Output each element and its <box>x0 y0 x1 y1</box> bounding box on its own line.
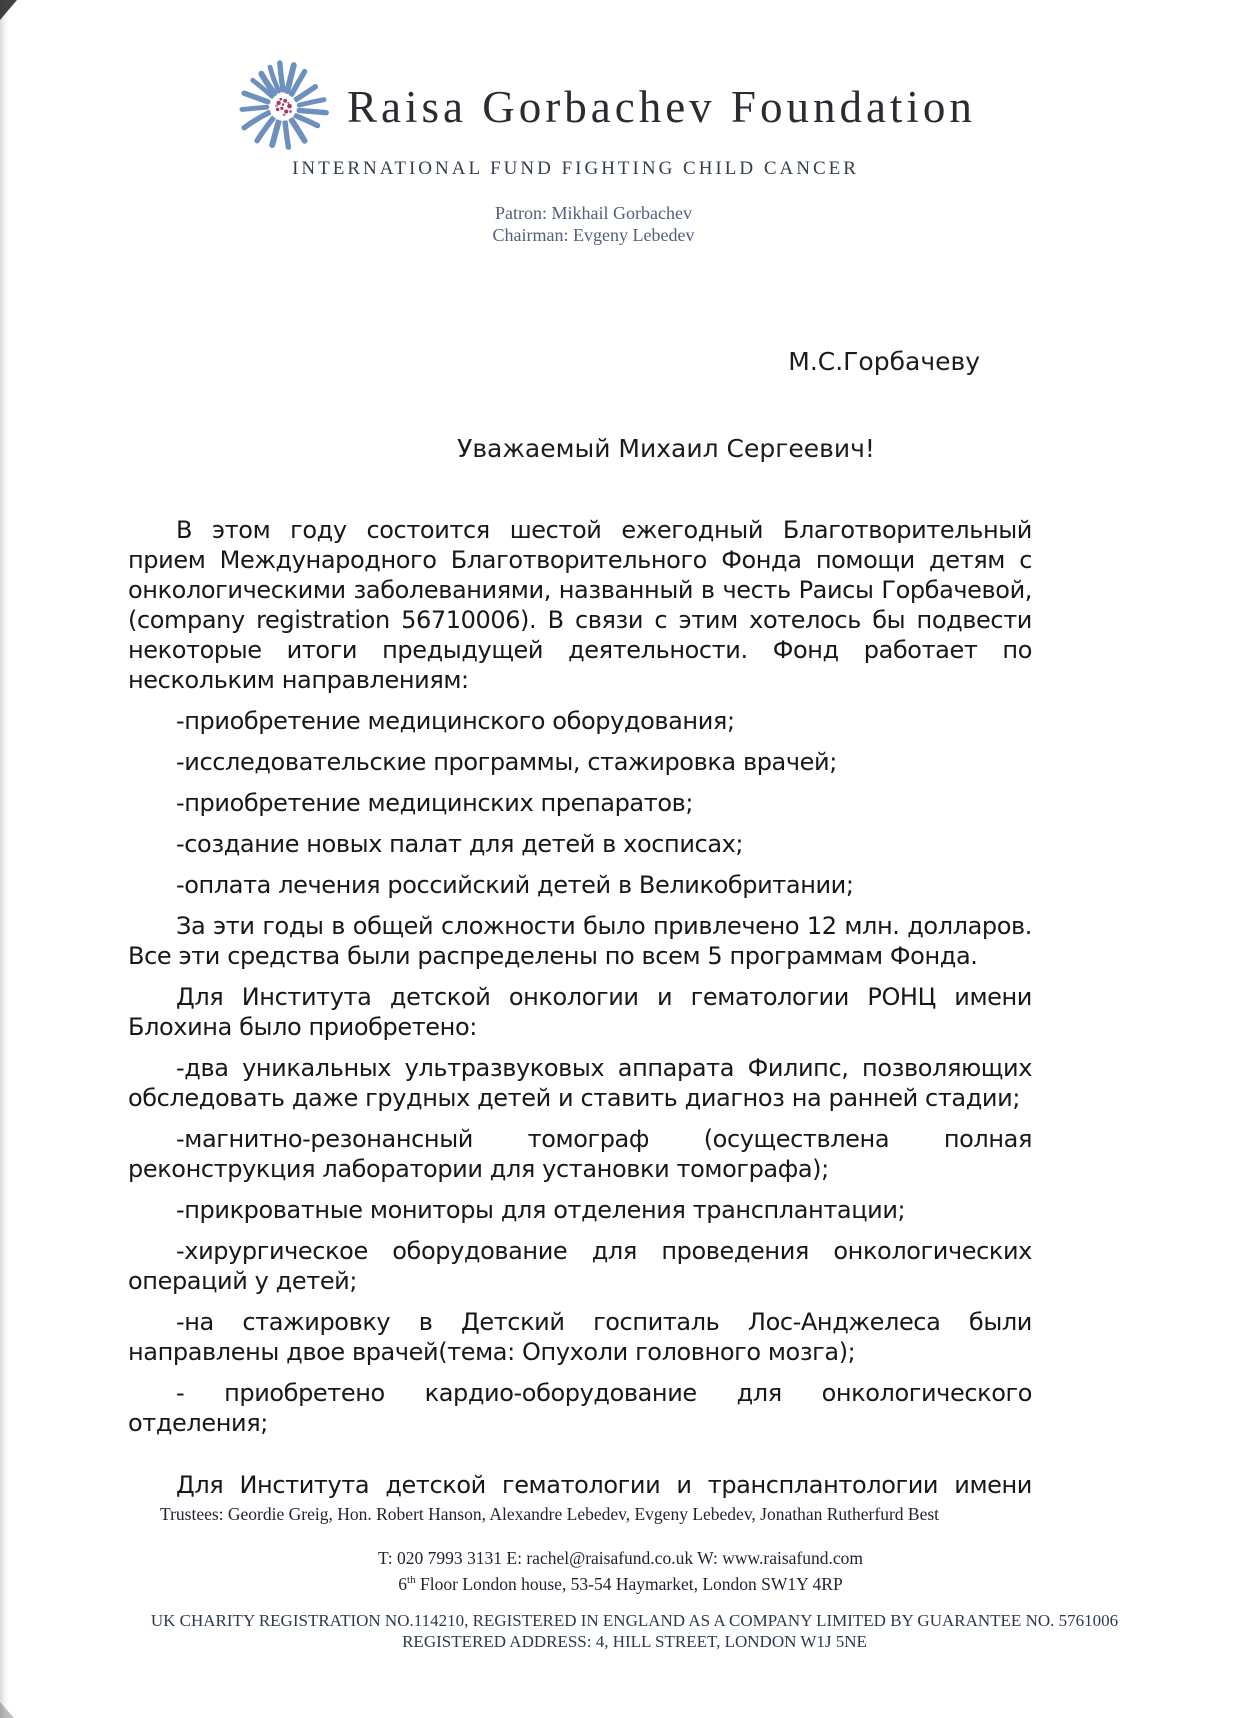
registration-line-2: REGISTERED ADDRESS: 4, HILL STREET, LONDON W1J 5NE <box>402 1632 867 1651</box>
bullet-item: -оплата лечения российский детей в Великобритании; <box>176 871 854 899</box>
scan-corner-artifact-top <box>0 0 17 20</box>
letterhead <box>0 56 1241 246</box>
contact-block <box>0 1547 1241 1595</box>
bullet-item: -приобретение медицинского оборудования; <box>176 707 735 735</box>
brand-row <box>0 56 1223 158</box>
address-number: 6 <box>398 1573 408 1594</box>
org-tagline: INTERNATIONAL FUND FIGHTING CHILD CANCER <box>292 158 859 179</box>
closing-paragraph: Для Института детской гематологии и трансплантологии имени <box>176 1471 1032 1499</box>
contact-line: T: 020 7993 3131 E: rachel@raisafund.co.uk W: www.raisafund.com <box>377 1548 864 1568</box>
registration-block <box>14 1610 1241 1652</box>
bullet-item: -хирургическое оборудование для проведения онкологических операций у детей; <box>128 1237 1032 1295</box>
bullet-item: -на стажировку в Детский госпиталь Лос-Анджелеса были направлены двое врачей(тема: Опухоли головного мозга); <box>128 1308 1032 1366</box>
bullet-item: -два уникальных ультразвуковых аппарата Филипс, позволяющих обследовать даже грудных детей и ставить диагноз на ранней стадии; <box>128 1054 1032 1112</box>
paragraph: В этом году состоится шестой ежегодный Благотворительный прием Международного Благотворительного Фонда помощи детям с онкологическими заболеваниями, названный в честь Раисы Горбачевой, (company registration 56710006). В связи с этим хотелось бы подвести некоторые итоги предыдущей деятельности. Фонд работает по нескольким направлениям: <box>128 516 1032 694</box>
chairman-line: Chairman: Evgeny Lebedev <box>492 225 695 245</box>
bullet-item: -создание новых палат для детей в хосписах; <box>176 830 744 858</box>
bullet-item: -исследовательские программы, стажировка врачей; <box>176 748 837 776</box>
address-rest: Floor London house, 53-54 Haymarket, London SW1Y 4RP <box>415 1573 843 1594</box>
letter-body <box>128 347 1032 1449</box>
paragraph: За эти годы в общей сложности было привлечено 12 млн. долларов. Все эти средства были распределены по всем 5 программам Фонда. <box>128 912 1032 970</box>
addressee: М.С.Горбачеву <box>788 347 980 376</box>
letter-paragraphs <box>128 515 1032 1438</box>
patron-line: Patron: Mikhail Gorbachev <box>495 203 692 223</box>
flower-logo-icon <box>229 50 337 158</box>
scan-corner-artifact-bottom <box>0 1702 14 1718</box>
org-name: Raisa Gorbachev Foundation <box>347 82 976 132</box>
trustees-line: Trustees: Geordie Greig, Hon. Robert Hanson, Alexandre Lebedev, Evgeny Lebedev, Jonathan Rutherfurd Best <box>160 1504 940 1524</box>
bullet-item: -приобретение медицинских препаратов; <box>176 789 694 817</box>
bullet-item: - приобретено кардио-оборудование для онкологического отделения; <box>128 1379 1032 1437</box>
salutation: Уважаемый Михаил Сергеевич! <box>457 434 875 463</box>
scan-edge-artifact <box>0 0 9 1718</box>
officers-block <box>0 202 1214 246</box>
registration-line-1: UK CHARITY REGISTRATION NO.114210, REGISTERED IN ENGLAND AS A COMPANY LIMITED BY GUARANTEE NO. 5761006 <box>150 1611 1119 1630</box>
address-line <box>0 1569 1241 1595</box>
address-ordinal: th <box>407 1574 416 1586</box>
paragraph: Для Института детской онкологии и гематологии РОНЦ имени Блохина было приобретено: <box>128 983 1032 1041</box>
bullet-item: -прикроватные мониторы для отделения трансплантации; <box>176 1196 906 1224</box>
bullet-item: -магнитно-резонансный томограф (осуществлена полная реконструкция лаборатории для установки томографа); <box>128 1125 1032 1183</box>
